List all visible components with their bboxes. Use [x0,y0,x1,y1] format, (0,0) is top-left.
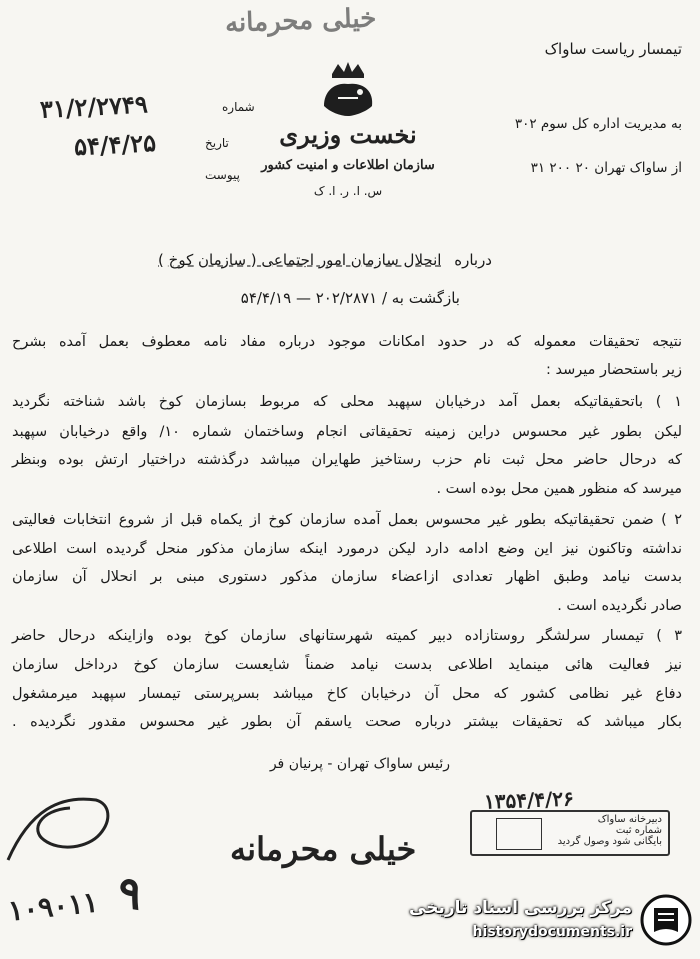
recipient-line: تیمسار ریاست ساواک [544,40,682,58]
subject-label: درباره [454,251,492,269]
from-line: از ساواک تهران ۲۰ ۲۰۰ ۳۱ [530,160,682,176]
body-p3-line-4: بکار میباشد که تحقیقات بیشتر درباره صحت یاسقم آن بطور غیر محسوس مقدور نگردیده . [12,714,682,730]
emblem-title: نخست وزیری [279,120,417,149]
body-p2-line-2: نداشته وتاکنون نیز این وضع ادامه دارد لیکن درمورد اینکه سازمان مذکور منحل گردیده است اطلاعی [12,541,682,557]
watermark [404,892,694,952]
body-p1-line-3: که درحال حاضر محل ثبت نام حزب رستاخیز طهایران میباشد درگذشته دراختیار ارتش بوده وبنظر [12,452,682,468]
date-value: ۵۴/۴/۲۵ [73,127,157,162]
stamp-inner-box [496,818,542,850]
number-value: ۳۱/۲/۲۷۴۹ [39,89,149,124]
body-p2-line-3: بدست نیامد وطبق اظهار تعدادی ازاعضاء سازمان مذکور دستوری مبنی بر انحلال آن سازمان [12,569,682,585]
margin-scribble-digit: ۹ [114,866,146,921]
margin-scribble-icon [0,790,120,880]
number-label: شماره [222,100,255,114]
body-p1-line-4: میرسد که منظور همین محل بوده است . [436,481,682,497]
body-p3-line-3: دفاع غیر نظامی کشور که محل آن درخیابان کاخ میباشد بسرپرستی تیمسار سپهبد میرمشغول [12,686,682,702]
body-p2-line-1: ۲ ) ضمن تحقیقاتیکه بطور غیر محسوس بعمل آمده سازمان کوخ از یکماه قبل از شروع انتخابات فعالیتی [12,512,682,528]
margin-handwritten-number: ۱۰۹۰۱۱ [6,885,100,928]
body-intro-line-2: زیر باستحضار میرسد : [546,362,682,378]
signature-line: رئیس ساواک تهران - پرنیان فر [269,756,450,772]
subject-line [158,251,492,269]
bottom-classification: خیلی محرمانه [230,830,417,868]
body-p3-line-1: ۳ ) تیمسار سرلشگر روستازاده دبیر کمیته شهرستانهای سازمان کوخ بوده وازاینکه درحال حاضر [12,628,682,644]
stamp-line-2: شماره ثبت [615,825,662,836]
watermark-org-name: مرکز بررسی اسناد تاریخی [409,898,632,918]
body-p2-line-4: صادر نگردیده است . [557,598,682,614]
watermark-logo-icon [640,894,692,946]
subject-text: انحلال سازمان امور اجتماعی ( سازمان کوخ ) [158,251,442,269]
date-label: تاریخ [205,136,229,150]
attachment-label: پیوست [205,168,240,182]
stamp-line-1: دبیرخانه ساواک [597,814,662,825]
reference-line: بازگشت به / ۲۰۲/۲۸۷۱ — ۵۴/۴/۱۹ [240,289,460,307]
to-line: به مدیریت اداره کل سوم ۳۰۲ [514,116,682,132]
top-classification-scribble: خیلی محرمانه [224,3,377,39]
stamp-line-3: بایگانی شود وصول گردید [557,836,662,847]
emblem-block [261,60,435,210]
body-p1-line-2: لیکن بطور غیر محسوس دراین زمینه تحقیقاتی انجام وساختمان شماره ۱۰/ واقع درخیابان سپهبد [12,424,682,440]
body-intro-line-1: نتیجه تحقیقات معموله که در حدود امکانات موجود درباره مفاد نامه معطوف بعمل آمده بشرح [12,334,682,350]
watermark-url: historydocuments.ir [472,924,632,940]
emblem-subtitle: سازمان اطلاعات و امنیت کشور [261,158,435,173]
crown-lion-emblem-icon [318,60,378,118]
emblem-code: س. ا. ر. ا. ک [313,184,383,198]
body-p3-line-2: نیز فعالیت هائی مینماید اطلاعی بدست نیامد ضمناً شایعست سازمان کوخ درداخل سازمان [12,657,682,673]
handwritten-footer-date: ۱۳۵۴/۴/۲۶ [483,786,575,814]
registry-stamp [470,810,670,856]
body-p1-line-1: ۱ ) باتحقیقاتیکه بعمل آمد درخیابان سپهبد محلی که مربوط بسازمان کوخ باشد شناخته نگردید [12,394,682,410]
